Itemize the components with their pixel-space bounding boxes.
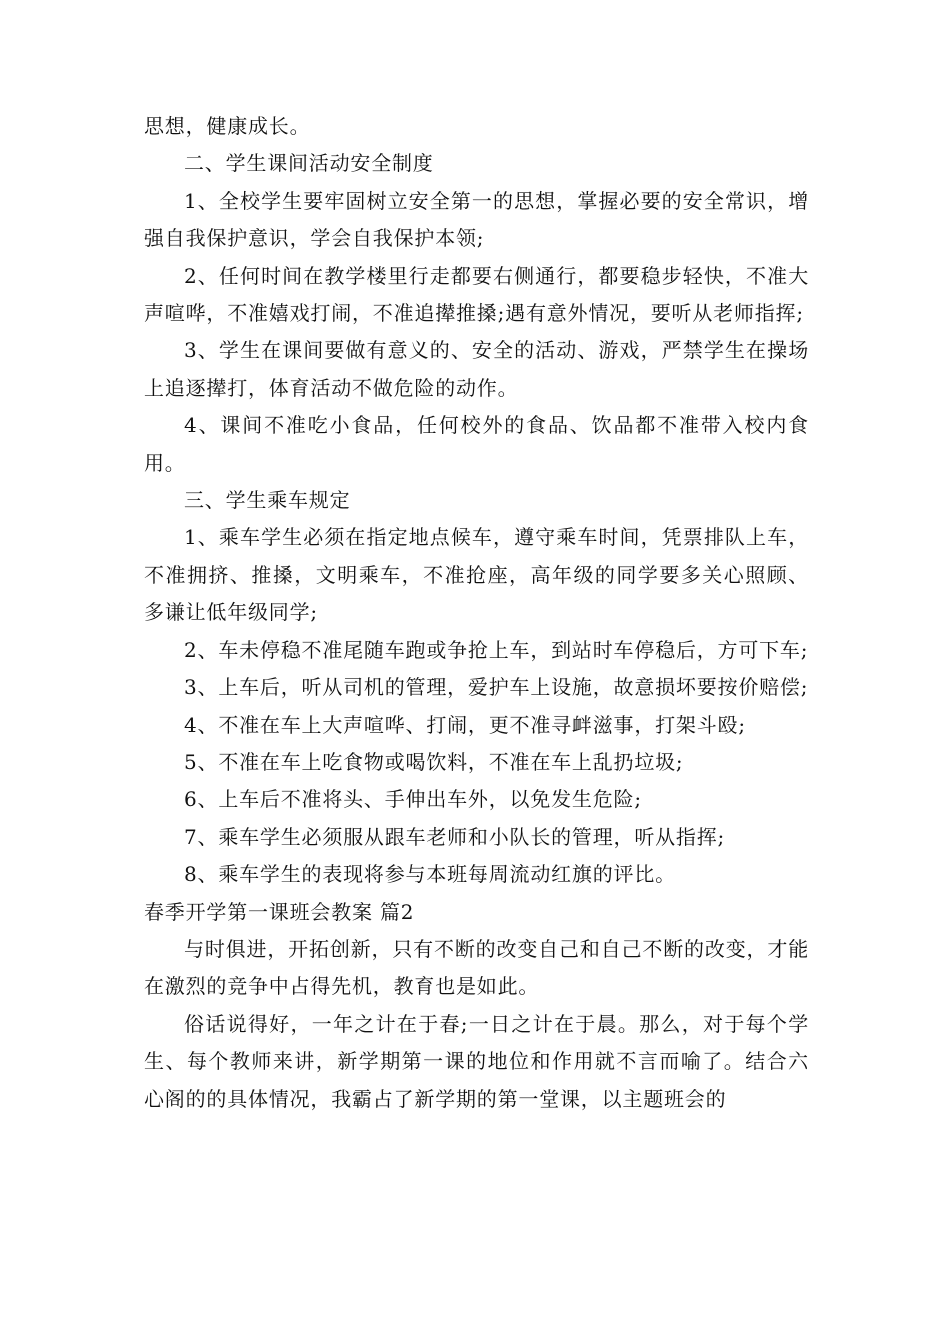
section-heading-3: 三、学生乘车规定	[184, 488, 351, 513]
rule-item-3-5: 5、不准在车上吃食物或喝饮料，不准在车上乱扔垃圾;	[184, 749, 684, 774]
body-paragraph-1: 与时俱进，开拓创新，只有不断的改变自己和自己不断的改变，才能在激烈的竞争中占得先机，教育也是如此。	[144, 936, 809, 999]
rule-item-3-4: 4、不准在车上大声喧哗、打闹，更不准寻衅滋事，打架斗殴;	[184, 712, 746, 737]
rule-item-3-1: 1、乘车学生必须在指定地点候车，遵守乘车时间，凭票排队上车，不准拥挤、推搡，文明乘车，不准抢座，高年级的同学要多关心照顾、多谦让低年级同学;	[144, 525, 809, 625]
rule-item-3-2: 2、车未停稳不准尾随车跑或争抢上车，到站时车停稳后，方可下车;	[184, 637, 809, 662]
article-title: 春季开学第一课班会教案 篇2	[144, 899, 415, 924]
rule-item-3-3: 3、上车后，听从司机的管理，爱护车上设施，故意损坏要按价赔偿;	[184, 675, 809, 700]
rule-item-2-4: 4、课间不准吃小食品，任何校外的食品、饮品都不准带入校内食用。	[144, 413, 809, 475]
rule-item-3-6: 6、上车后不准将头、手伸出车外，以免发生危险;	[184, 787, 642, 812]
paragraph-continuation: 思想，健康成长。	[144, 114, 311, 138]
rule-item-3-8: 8、乘车学生的表现将参与本班每周流动红旗的评比。	[184, 862, 676, 887]
rule-item-2-1: 1、全校学生要牢固树立安全第一的思想，掌握必要的安全常识，增强自我保护意识，学会自我保护本领;	[144, 188, 809, 251]
rule-item-3-7: 7、乘车学生必须服从跟车老师和小队长的管理，听从指挥;	[184, 824, 726, 849]
section-heading-2: 二、学生课间活动安全制度	[184, 151, 434, 176]
rule-item-2-3: 3、学生在课间要做有意义的、安全的活动、游戏，严禁学生在操场上追逐撵打，体育活动不做危险的动作。	[144, 338, 809, 400]
rule-item-2-2: 2、任何时间在教学楼里行走都要右侧通行，都要稳步轻快，不准大声喧哗，不准嬉戏打闹，不准追撵推搡;遇有意外情况，要听从老师指挥;	[144, 263, 809, 326]
document-body	[144, 108, 809, 1118]
body-paragraph-2: 俗话说得好，一年之计在于春;一日之计在于晨。那么，对于每个学生、每个教师来讲，新学期第一课的地位和作用就不言而喻了。结合六心阁的的具体情况，我霸占了新学期的第一堂课，以主题班会的	[144, 1011, 809, 1111]
